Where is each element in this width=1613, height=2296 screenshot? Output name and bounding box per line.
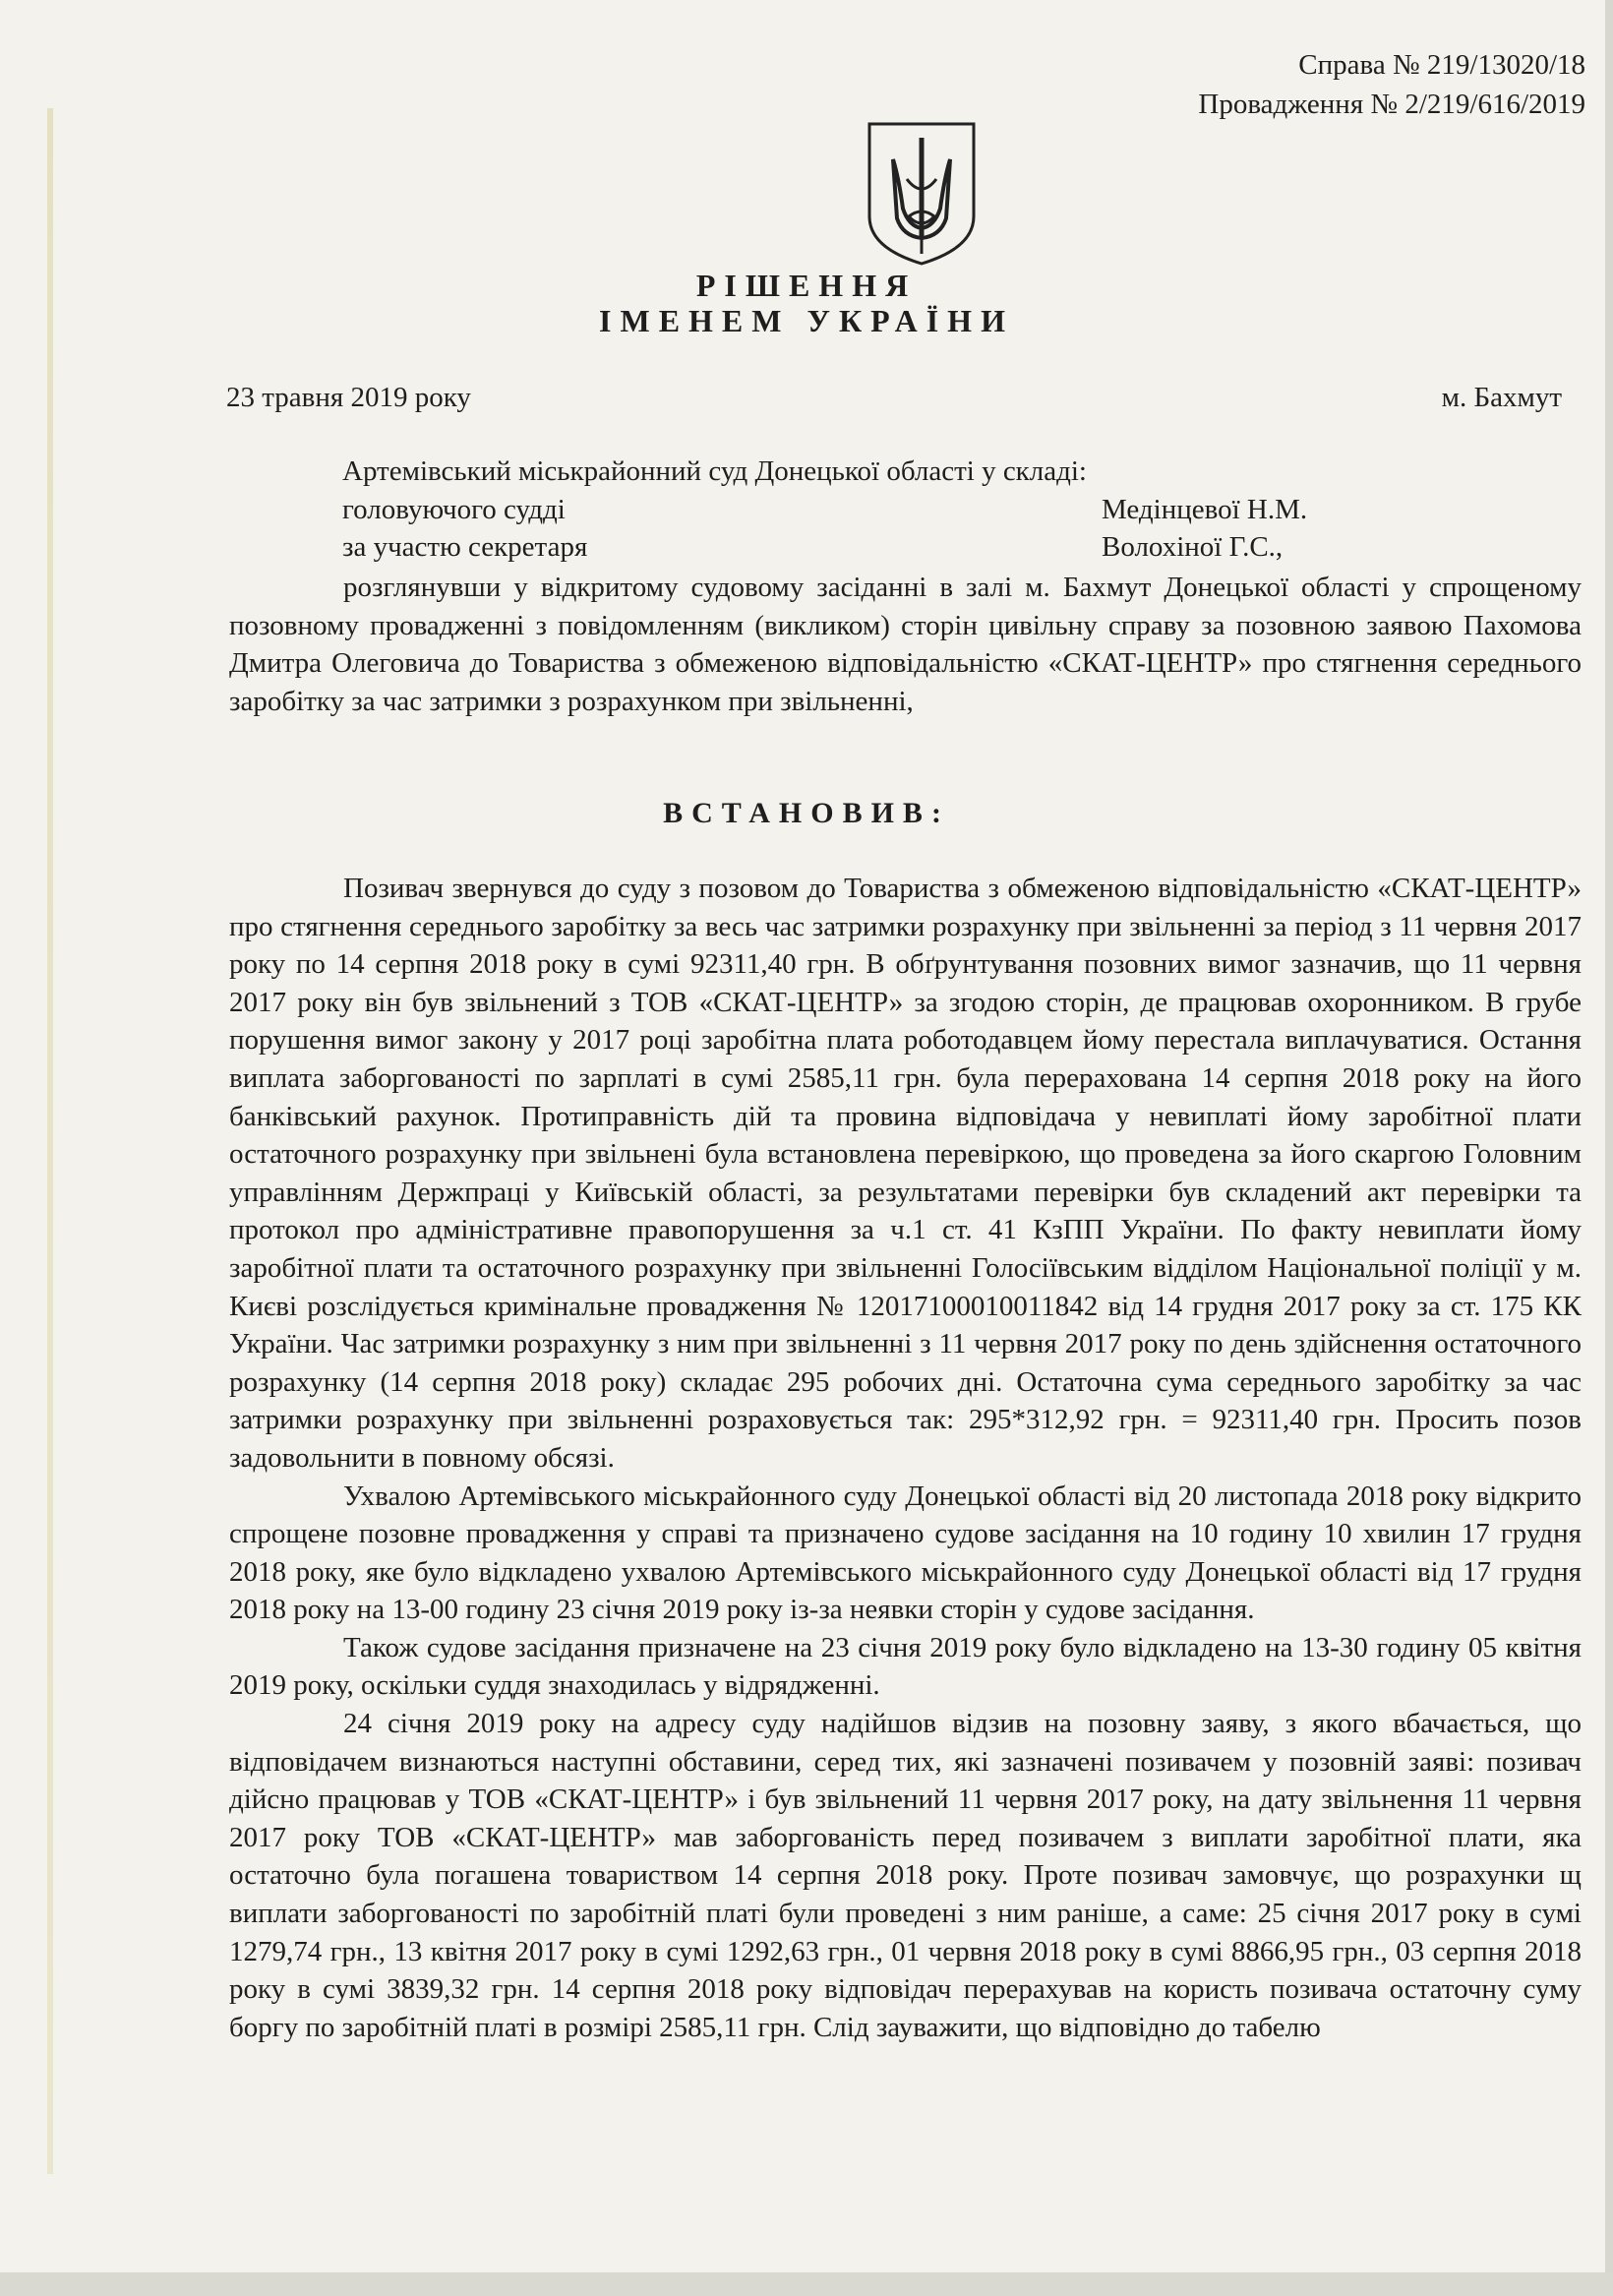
decision-place: м. Бахмут	[1441, 382, 1562, 413]
page-right-edge	[1605, 0, 1613, 2296]
secretary-name: Волохіної Г.С.,	[1102, 531, 1284, 563]
decision-title: РІШЕННЯ	[695, 268, 918, 303]
judge-label: головуючого судді	[342, 494, 566, 525]
intro-paragraph	[229, 569, 1582, 720]
coat-of-arms-icon	[864, 120, 980, 268]
case-number: Справа № 219/13020/18	[1298, 49, 1585, 81]
paragraph-claim: Позивач звернувся до суду з позовом до Товариства з обмеженою відповідальністю «СКАТ-ЦЕНТР» про стягнення середнього заробітку за весь час затримки розрахунку при звільненні за період з 11 червня 2017 року по 14 серпня 2018 року в сумі 92311,40 грн. В обґрунтування позовних вимог зазначив, що 11 червня 2017 року він був звільнений з ТОВ «СКАТ-ЦЕНТР» за згодою сторін, де працював охоронником. В грубе порушення вимог закону у 2017 році заробітна плата роботодавцем йому перестала виплачуватися. Остання виплата заборгованості по зарплаті в сумі 2585,11 грн. була перерахована 14 серпня 2018 року на його банківський рахунок. Протиправність дій та провина відповідача у невиплаті йому заробітної плати остаточного розрахунку при звільнені була встановлена перевіркою, що проведена за його скаргою Головним управлінням Держпраці у Київській області, за результатами перевірки був складений акт перевірки та протокол про адміністративне правопорушення за ч.1 ст. 41 КзПП України. По факту невиплати йому заробітної плати та остаточного розрахунку при звільненні Голосіївським відділом Національної поліції у м. Києві розслідується кримінальне провадження № 12017100010011842 від 14 грудня 2017 року за ст. 175 КК України. Час затримки розрахунку з ним при звільненні з 11 червня 2017 року по день здійснення остаточного розрахунку (14 серпня 2018 року) складає 295 робочих дні. Остаточна сума середнього заробітку за час затримки розрахунку при звільненні розраховується так: 295*312,92 грн. = 92311,40 грн. Просить позов задовольнити в повному обсязі.	[229, 873, 1582, 1474]
decision-date: 23 травня 2019 року	[226, 382, 471, 413]
paragraph-postponed: Також судове засідання призначене на 23 січня 2019 року було відкладено на 13-30 годину 05 квітня 2019 року, оскільки суддя знаходилась у відрядженні.	[229, 1631, 1582, 1702]
intro-text: розглянувши у відкритому судовому засіданні в залі м. Бахмут Донецької області у спрощеному позовному провадженні з повідомленням (викликом) сторін цивільну справу за позовною заявою Пахомова Дмитра Олеговича до Товариства з обмеженою відповідальністю «СКАТ-ЦЕНТР» про стягнення середнього заробітку за час затримки з розрахунком при звільненні,	[229, 572, 1582, 717]
date-place-line	[226, 382, 1562, 421]
page-bottom-edge	[0, 2272, 1613, 2296]
body-paragraphs	[229, 870, 1582, 2046]
paragraph-response: 24 січня 2019 року на адресу суду надійшов відзив на позовну заяву, з якого вбачається, що відповідачем визнаються наступні обставини, серед тих, які зазначені позивачем у позовній заяві: позивач дійсно працював у ТОВ «СКАТ-ЦЕНТР» і був звільнений 11 червня 2017 року, на дату звільнення 11 червня 2017 року ТОВ «СКАТ-ЦЕНТР» мав заборгованість перед позивачем з виплати заробітної плати, яка остаточно була погашена товариством 14 серпня 2018 року. Проте позивач замовчує, що розрахунки щ виплати заборгованості по заробітній платі були проведені з ним раніше, а саме: 25 січня 2017 року в сумі 1279,74 грн., 13 квітня 2017 року в сумі 1292,63 грн., 01 червня 2018 року в сумі 8866,95 грн., 03 серпня 2018 року в сумі 3839,32 грн. 14 серпня 2018 року відповідач перерахував на користь позивача остаточну суму боргу по заробітній платі в розмірі 2585,11 грн. Слід зауважити, що відповідно до табелю	[229, 1708, 1582, 2043]
court-name: Артемівський міськрайонний суд Донецької області у складі:	[342, 455, 1087, 487]
judge-name: Медінцевої Н.М.	[1102, 494, 1308, 525]
decision-subtitle: ІМЕНЕМ УКРАЇНИ	[599, 303, 1014, 338]
proceeding-number: Провадження № 2/219/616/2019	[1198, 89, 1585, 120]
section-heading: ВСТАНОВИВ:	[663, 797, 950, 829]
page-binding-edge	[47, 108, 53, 2174]
case-number-block	[1198, 45, 1585, 124]
paragraph-ruling: Ухвалою Артемівського міськрайонного суду Донецької області від 20 листопада 2018 року відкрито спрощене позовне провадження у справі та призначено судове засідання на 10 годину 10 хвилин 17 грудня 2018 року, яке було відкладено ухвалою Артемівського міськрайонного суду Донецької області від 17 грудня 2018 року на 13-00 годину 23 січня 2019 року із-за неявки сторін у судове засідання.	[229, 1480, 1582, 1626]
secretary-label: за участю секретаря	[342, 531, 588, 563]
